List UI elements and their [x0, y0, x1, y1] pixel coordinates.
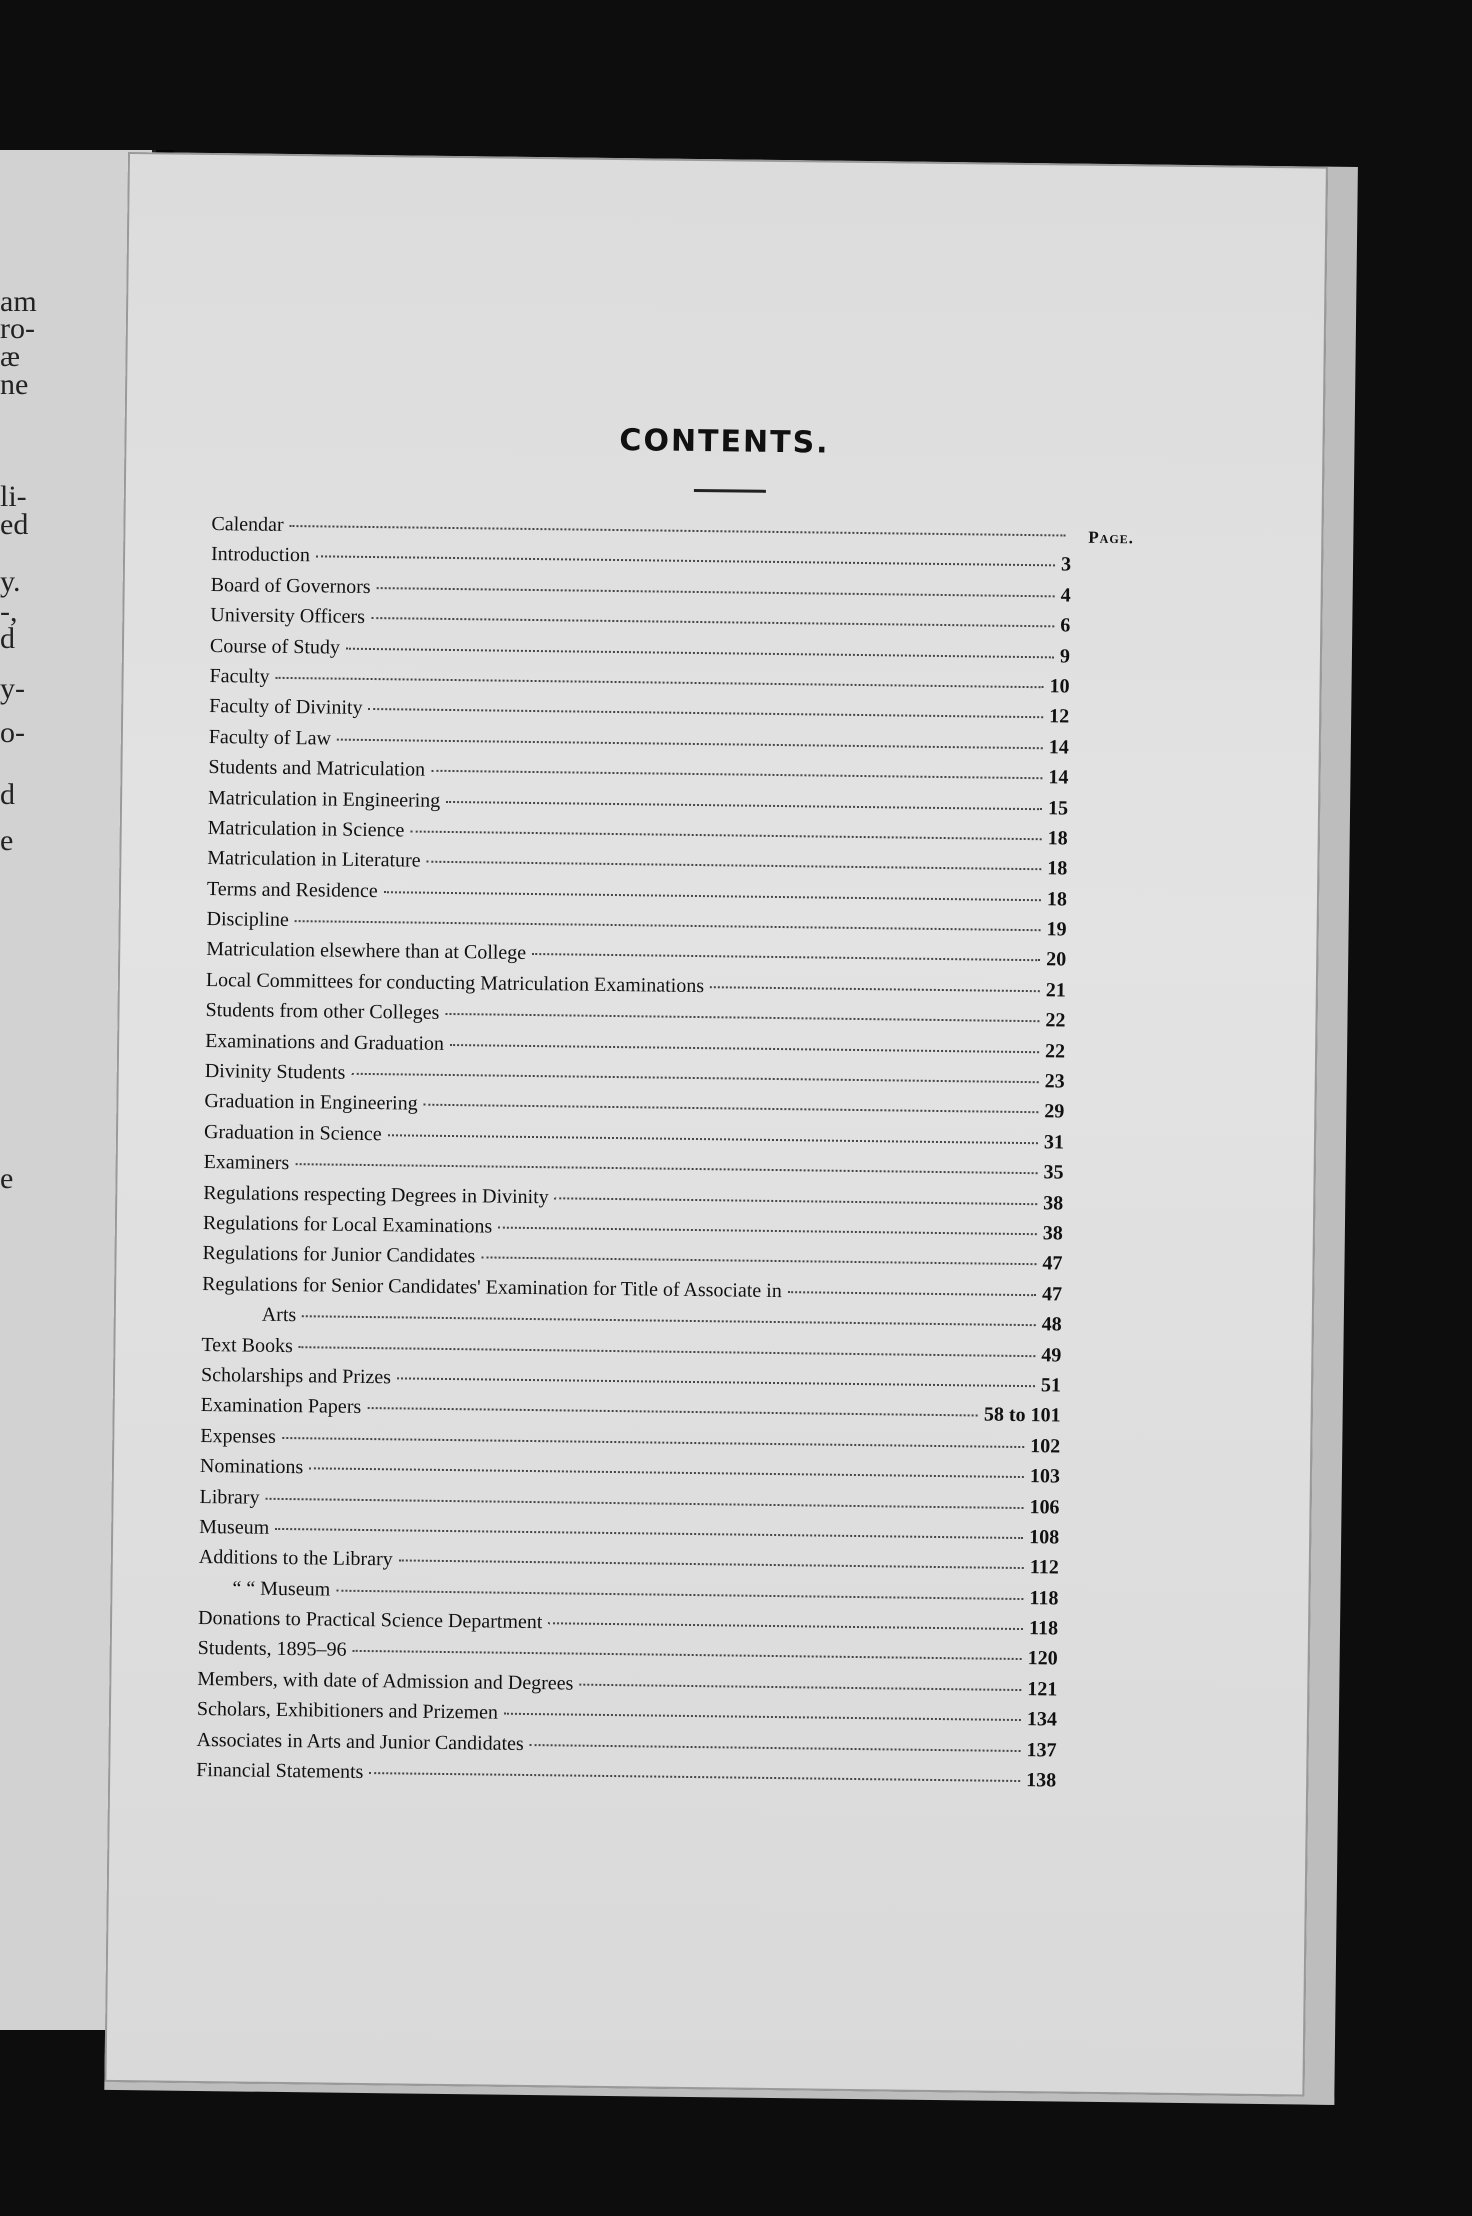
dot-leader [446, 799, 1042, 809]
left-page-fragment: ne [0, 368, 29, 401]
title-rule [694, 489, 766, 493]
entry-title: Faculty [209, 664, 270, 688]
entry-title: Associates in Arts and Junior Candidates [196, 1728, 524, 1755]
dot-leader [377, 586, 1055, 597]
left-page-fragment: e [0, 824, 14, 857]
entry-title: Faculty of Law [208, 725, 332, 750]
dot-leader [266, 1496, 1024, 1508]
entry-page-number: 9 [1059, 644, 1071, 668]
left-page-fragment: ed [0, 508, 29, 541]
entry-page-number: 22 [1045, 1009, 1066, 1032]
entry-page-number: 14 [1048, 736, 1069, 759]
entry-page-number: 103 [1029, 1465, 1061, 1488]
dot-leader [450, 1043, 1039, 1053]
entry-page-number: 51 [1040, 1374, 1062, 1397]
entry-page-number: 12 [1049, 705, 1070, 728]
dot-leader [424, 1103, 1039, 1114]
entry-page-number: 138 [1026, 1769, 1057, 1792]
entry-page-number: 21 [1045, 979, 1066, 1002]
left-page-fragment: y- [0, 672, 25, 705]
dot-leader [445, 1012, 1039, 1022]
dot-leader [399, 1559, 1024, 1570]
entry-title: Regulations for Senior Candidates' Examination for Title of Associate in [202, 1272, 782, 1302]
dot-leader [369, 707, 1044, 718]
entry-title: Terms and Residence [206, 877, 378, 902]
entry-page-number: 38 [1042, 1222, 1063, 1245]
entry-page-number: 10 [1049, 675, 1070, 698]
entry-title: Nominations [199, 1455, 304, 1479]
dot-leader [346, 646, 1054, 658]
dot-leader [481, 1256, 1036, 1266]
left-page-fragment: -, [0, 595, 18, 628]
entry-title: Examinations and Graduation [205, 1029, 445, 1055]
dot-leader [579, 1682, 1021, 1690]
dot-leader [282, 1436, 1024, 1448]
entry-title: Arts [261, 1303, 297, 1327]
left-page-fragment: li- [0, 480, 27, 513]
entry-title: Financial Statements [196, 1758, 364, 1784]
entry-page-number: 120 [1027, 1647, 1058, 1670]
entry-page-number: 18 [1047, 827, 1068, 850]
dot-leader [427, 860, 1042, 871]
entry-title: Graduation in Engineering [204, 1090, 418, 1116]
dot-leader [498, 1226, 1037, 1236]
entry-page-number: 49 [1041, 1343, 1062, 1367]
left-page-fragment: am [0, 285, 37, 318]
entry-title: Matriculation in Engineering [207, 786, 441, 812]
contents-list [196, 513, 1072, 1800]
dot-leader [295, 1162, 1037, 1174]
entry-title: Scholars, Exhibitioners and Prizemen [196, 1698, 499, 1724]
entry-title: Regulations respecting Degrees in Divinity [203, 1181, 549, 1208]
dot-leader [710, 985, 1040, 992]
entry-page-number: 19 [1046, 918, 1067, 941]
left-page-fragment: y. [0, 565, 21, 598]
left-page-fragment: d [0, 778, 15, 811]
entry-title: Museum [199, 1515, 270, 1539]
entry-title: Examination Papers [200, 1394, 362, 1419]
entry-page-number: 23 [1044, 1070, 1065, 1093]
entry-page-number: 6 [1060, 614, 1071, 637]
entry-title: Donations to Practical Science Department [197, 1607, 543, 1634]
dot-leader [504, 1712, 1021, 1721]
dot-leader [431, 769, 1042, 779]
left-page-fragment: d [0, 622, 15, 655]
entry-title: Additions to the Library [198, 1546, 393, 1571]
dot-leader [397, 1376, 1035, 1387]
entry-title: Graduation in Science [203, 1120, 382, 1145]
entry-title: Expenses [200, 1424, 276, 1448]
entry-title: Students and Matriculation [208, 756, 426, 781]
left-page-fragment: e [0, 1162, 14, 1195]
dot-leader [548, 1621, 1023, 1630]
page-title: CONTENTS. [619, 423, 830, 461]
entry-title: Students from other Colleges [205, 999, 440, 1025]
entry-title: Regulations for Local Examinations [202, 1211, 493, 1238]
entry-page-number: 14 [1048, 766, 1069, 789]
entry-page-number: 134 [1026, 1708, 1058, 1731]
entry-page-number: 106 [1029, 1495, 1060, 1518]
dot-leader [353, 1649, 1022, 1660]
left-page-fragment: æ [0, 340, 21, 373]
dot-leader [532, 952, 1040, 961]
dot-leader [275, 1527, 1023, 1539]
entry-page-number: 108 [1029, 1526, 1060, 1549]
entry-title: Matriculation elsewhere than at College [206, 938, 527, 965]
entry-page-number: 102 [1030, 1434, 1061, 1458]
entry-page-number: 31 [1043, 1131, 1065, 1154]
entry-page-number: 48 [1041, 1313, 1062, 1336]
dot-leader [336, 1588, 1023, 1599]
entry-title: Board of Governors [210, 573, 371, 598]
entry-page-number: 137 [1026, 1738, 1057, 1762]
dot-leader [302, 1314, 1036, 1326]
entry-page-number: 3 [1060, 553, 1072, 576]
dot-leader [555, 1196, 1038, 1205]
entry-page-number: 15 [1047, 796, 1069, 820]
dot-leader [290, 524, 1066, 536]
entry-title: Calendar [211, 513, 284, 536]
entry-page-number: 4 [1060, 584, 1071, 607]
entry-page-number: 121 [1027, 1677, 1058, 1701]
entry-page-number: 38 [1043, 1191, 1064, 1215]
dot-leader [369, 1771, 1020, 1782]
entry-title: Course of Study [209, 634, 341, 659]
entry-page-number: 29 [1044, 1100, 1065, 1123]
dot-leader [276, 676, 1044, 688]
entry-title: Matriculation in Science [207, 816, 405, 842]
entry-page-number: 20 [1046, 948, 1067, 971]
entry-title: Faculty of Divinity [209, 695, 363, 720]
dot-leader [351, 1072, 1038, 1083]
entry-page-number: 35 [1043, 1161, 1064, 1184]
entry-title: Regulations for Junior Candidates [202, 1242, 476, 1268]
entry-title: Matriculation in Literature [207, 847, 421, 872]
entry-title: Introduction [210, 543, 311, 567]
entry-title: Students, 1895–96 [197, 1637, 347, 1662]
entry-page-number: 18 [1046, 887, 1068, 911]
entry-title: Members, with date of Admission and Degrees [197, 1667, 574, 1695]
dot-leader [530, 1743, 1021, 1752]
contents-page [104, 152, 1358, 2105]
dot-leader [788, 1290, 1036, 1296]
entry-title: Divinity Students [204, 1060, 346, 1084]
dot-leader [295, 919, 1041, 931]
dot-leader [299, 1345, 1036, 1357]
dot-leader [388, 1133, 1038, 1144]
entry-title: Local Committees for conducting Matriculation Examinations [205, 968, 705, 997]
dot-leader [309, 1466, 1024, 1478]
entry-title: Discipline [206, 908, 289, 932]
page-column-heading: Page. [1088, 527, 1135, 548]
dot-leader [410, 829, 1041, 840]
left-page-fragment: o- [0, 716, 25, 749]
entry-page-number: 112 [1029, 1556, 1059, 1579]
dot-leader [316, 555, 1055, 567]
entry-page-number: 18 [1047, 857, 1068, 880]
entry-page-number: 47 [1041, 1283, 1063, 1306]
dot-leader [367, 1406, 978, 1416]
entry-title: “ “ Museum [232, 1577, 331, 1601]
entry-title: Examiners [203, 1151, 290, 1175]
dot-leader [384, 890, 1041, 901]
dot-leader [337, 737, 1043, 749]
entry-page-number: 118 [1029, 1586, 1059, 1610]
entry-page-number: 22 [1044, 1039, 1066, 1063]
entry-page-number: 47 [1042, 1252, 1063, 1275]
left-page-fragment: ro- [0, 312, 35, 345]
entry-page-number: 58 to 101 [983, 1403, 1061, 1427]
dot-leader [371, 616, 1054, 627]
entry-title: Library [199, 1485, 260, 1509]
entry-title: University Officers [210, 604, 366, 629]
entry-page-number: 118 [1028, 1617, 1059, 1640]
entry-title: Text Books [201, 1333, 293, 1357]
entry-title: Scholarships and Prizes [200, 1363, 392, 1389]
